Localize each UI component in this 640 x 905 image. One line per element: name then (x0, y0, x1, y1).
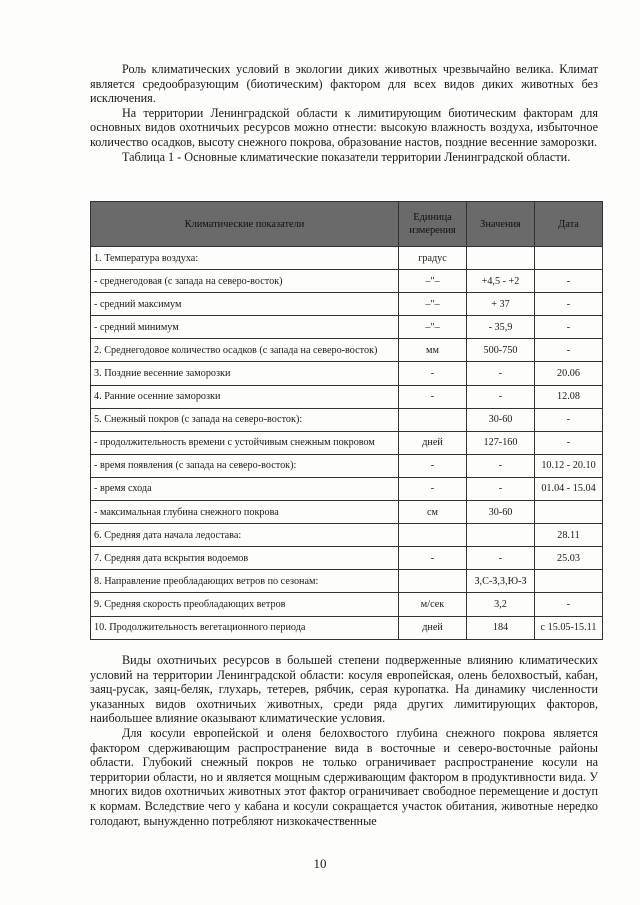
cell-indicator: 8. Направление преобладающих ветров по сезонам: (91, 570, 399, 593)
table-row (91, 593, 603, 616)
cell-indicator: - время схода (91, 477, 399, 500)
cell-unit: –"– (399, 316, 467, 339)
cell-value: - (467, 547, 535, 570)
cell-date (535, 570, 603, 593)
cell-unit: дней (399, 431, 467, 454)
cell-date (535, 247, 603, 270)
cell-unit: - (399, 547, 467, 570)
cell-date: 10.12 - 20.10 (535, 454, 603, 477)
cell-unit: градус (399, 247, 467, 270)
header-value: Значения (467, 202, 535, 247)
paragraph-climate-role: Роль климатических условий в экологии диких животных чрезвычайно велика. Климат является средообразующим (биотическим) фактором для всех видов диких животных без исключения. (90, 62, 598, 106)
table-row (91, 524, 603, 547)
table-row (91, 501, 603, 524)
cell-value: 127-160 (467, 431, 535, 454)
table-caption: Таблица 1 - Основные климатические показатели территории Ленинградской области. (122, 149, 571, 164)
cell-date: - (535, 408, 603, 431)
header-unit: Единица измерения (399, 202, 467, 247)
cell-date: - (535, 270, 603, 293)
cell-indicator: - максимальная глубина снежного покрова (91, 501, 399, 524)
cell-date: - (535, 293, 603, 316)
cell-unit: м/сек (399, 593, 467, 616)
table-row (91, 339, 603, 362)
paragraph-snow-depth: Для косули европейской и оленя белохвостого глубина снежного покрова является фактором сдерживающим распространение вида в восточные и северо-восточные районы области. Глубокий снежный покров не только ограничивает распространение косули на территории области, но и является мощным сдерживающим фактором в продуктивности вида. У многих видов охотничьих животных этот фактор ограничивает свободное перемещение и доступ к кормам. Вследствие чего у кабана и косули сокращается участок обитания, животные нередко голодают, вынужденно потребляют низкокачественные (90, 725, 598, 828)
climate-table-wrapper (90, 201, 602, 640)
cell-unit: - (399, 454, 467, 477)
cell-value (467, 524, 535, 547)
cell-value: +4,5 - +2 (467, 270, 535, 293)
cell-indicator: - среднегодовая (с запада на северо-восток) (91, 270, 399, 293)
cell-date: - (535, 316, 603, 339)
cell-value: - (467, 385, 535, 408)
cell-value (467, 247, 535, 270)
cell-indicator: 2. Среднегодовое количество осадков (с запада на северо-восток) (91, 339, 399, 362)
cell-date: 25.03 (535, 547, 603, 570)
cell-indicator: - средний минимум (91, 316, 399, 339)
cell-indicator: 6. Средняя дата начала ледостава: (91, 524, 399, 547)
cell-date: - (535, 431, 603, 454)
cell-date (535, 501, 603, 524)
cell-value: З,С-З,З,Ю-З (467, 570, 535, 593)
cell-value: + 37 (467, 293, 535, 316)
cell-unit (399, 524, 467, 547)
climate-table (90, 201, 603, 640)
paragraph-species: Виды охотничьих ресурсов в большей степени подверженные влиянию климатических условий на территории Ленинградской области: косуля европейская, олень белохвостый, кабан, заяц-русак, заяц-беляк, глухарь, тетерев, рябчик, серая куропатка. На динамику численности указанных видов охотничьих животных, среди ряда других лимитирующих факторов, наибольшее влияние оказывают климатические условия. (90, 653, 598, 726)
table-body (91, 247, 603, 640)
table-row (91, 293, 603, 316)
cell-date: - (535, 593, 603, 616)
cell-indicator: 3. Поздние весенние заморозки (91, 362, 399, 385)
table-row (91, 547, 603, 570)
cell-date: 20.06 (535, 362, 603, 385)
cell-unit: –"– (399, 293, 467, 316)
cell-indicator: - продолжительность времени с устойчивым снежным покровом (91, 431, 399, 454)
cell-indicator: 4. Ранние осенние заморозки (91, 385, 399, 408)
cell-indicator: 9. Средняя скорость преобладающих ветров (91, 593, 399, 616)
cell-value: 184 (467, 616, 535, 639)
cell-indicator: - время появления (с запада на северо-восток): (91, 454, 399, 477)
table-row (91, 247, 603, 270)
cell-value: - (467, 454, 535, 477)
cell-indicator: 10. Продолжительность вегетационного периода (91, 616, 399, 639)
cell-value: 30-60 (467, 501, 535, 524)
cell-value: - (467, 477, 535, 500)
cell-indicator: 5. Снежный покров (с запада на северо-восток): (91, 408, 399, 431)
cell-date: - (535, 339, 603, 362)
page-number: 10 (313, 856, 327, 871)
cell-unit (399, 408, 467, 431)
cell-unit: мм (399, 339, 467, 362)
cell-value: 30-60 (467, 408, 535, 431)
intro-text (90, 62, 598, 164)
table-row (91, 362, 603, 385)
table-row (91, 431, 603, 454)
cell-unit: см (399, 501, 467, 524)
cell-date: 28.11 (535, 524, 603, 547)
paragraph-limiting-factors: На территории Ленинградской области к лимитирующим биотическим факторам для основных видов охотничьих ресурсов можно отнести: высокую влажность воздуха, избыточное количество осадков, высоту снежного покрова, образование настов, поздние весенние заморозки. (90, 105, 598, 149)
cell-value: - 35,9 (467, 316, 535, 339)
body-text (90, 653, 598, 828)
table-header-row (91, 202, 603, 247)
cell-indicator: - средний максимум (91, 293, 399, 316)
cell-unit (399, 570, 467, 593)
table-row (91, 454, 603, 477)
cell-unit: дней (399, 616, 467, 639)
cell-indicator: 1. Температура воздуха: (91, 247, 399, 270)
table-row (91, 316, 603, 339)
table-row (91, 270, 603, 293)
cell-unit: - (399, 362, 467, 385)
cell-date: 12.08 (535, 385, 603, 408)
table-row (91, 616, 603, 639)
cell-date: 01.04 - 15.04 (535, 477, 603, 500)
cell-value: 500-750 (467, 339, 535, 362)
table-row (91, 385, 603, 408)
table-row (91, 408, 603, 431)
header-indicator: Климатические показатели (91, 202, 399, 247)
table-row (91, 570, 603, 593)
cell-unit: - (399, 385, 467, 408)
cell-unit: –"– (399, 270, 467, 293)
cell-date: с 15.05-15.11 (535, 616, 603, 639)
cell-value: 3,2 (467, 593, 535, 616)
header-date: Дата (535, 202, 603, 247)
table-row (91, 477, 603, 500)
cell-value: - (467, 362, 535, 385)
cell-indicator: 7. Средняя дата вскрытия водоемов (91, 547, 399, 570)
cell-unit: - (399, 477, 467, 500)
